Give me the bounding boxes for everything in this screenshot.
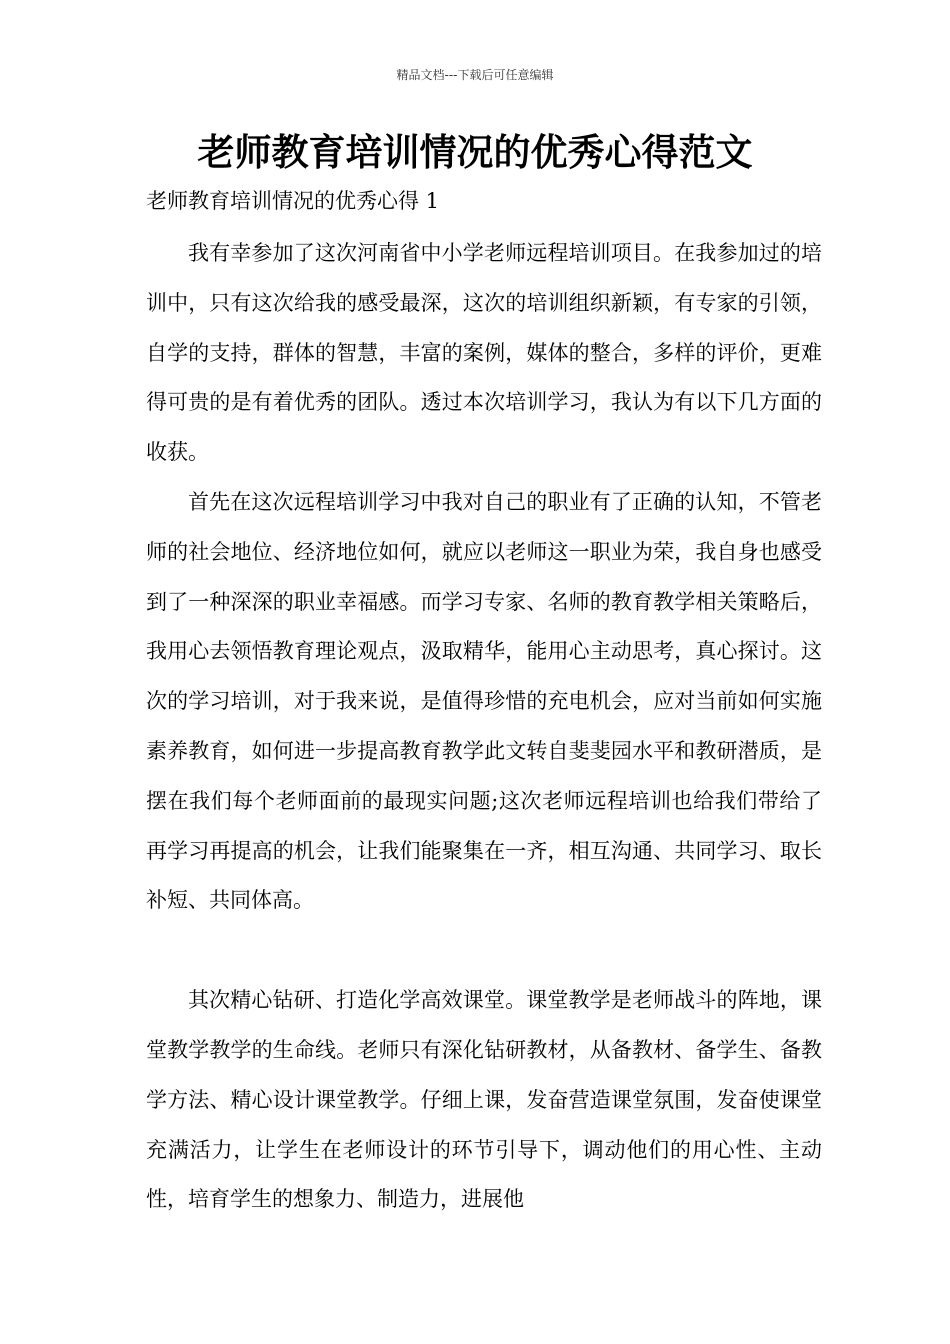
paragraph-1: 我有幸参加了这次河南省中小学老师远程培训项目。在我参加过的培训中，只有这次给我的感受最深，这次的培训组织新颖，有专家的引领，自学的支持，群体的智慧，丰富的案例，媒体的整合，多样的评价，更难得可贵的是有着优秀的团队。透过本次培训学习，我认为有以下几方面的收获。: [146, 241, 822, 465]
paragraph-2: 首先在这次远程培训学习中我对自己的职业有了正确的认知，不管老师的社会地位、经济地位如何，就应以老师这一职业为荣，我自身也感受到了一种深深的职业幸福感。而学习专家、名师的教育教学相关策略后，我用心去领悟教育理论观点，汲取精华，能用心主动思考，真心探讨。这次的学习培训，对于我来说，是值得珍惜的充电机会，应对当前如何实施素养教育，如何进一步提高教育教学此文转自斐斐园水平和教研潜质，是摆在我们每个老师面前的最现实问题;这次老师远程培训也给我们带给了再学习再提高的机会，让我们能聚集在一齐，相互沟通、共同学习、取长补短、共同体高。: [146, 489, 822, 913]
document-subtitle: 老师教育培训情况的优秀心得 1: [146, 189, 440, 213]
header-note: 精品文档---下载后可任意编辑: [396, 68, 554, 82]
paragraph-3: 其次精心钻研、打造化学高效课堂。课堂教学是老师战斗的阵地，课堂教学教学的生命线。老师只有深化钻研教材，从备教材、备学生、备教学方法、精心设计课堂教学。仔细上课，发奋营造课堂氛围，发奋使课堂充满活力，让学生在老师设计的环节引导下，调动他们的用心性、主动性，培育学生的想象力、制造力，进展他: [146, 988, 822, 1212]
document-title: 老师教育培训情况的优秀心得范文: [197, 131, 753, 174]
document-body: [146, 229, 822, 1225]
